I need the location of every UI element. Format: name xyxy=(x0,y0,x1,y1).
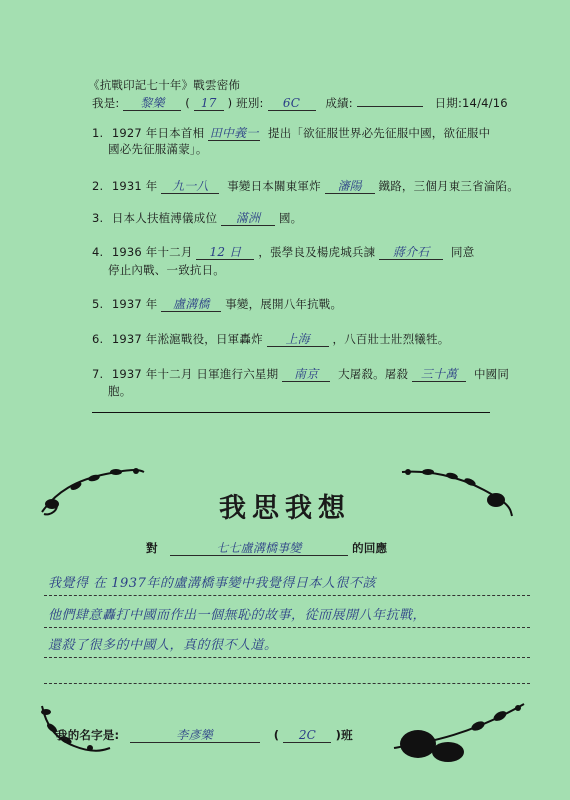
worksheet-title: 《抗戰印記七十年》戰雲密佈 xyxy=(88,78,241,92)
date-label: 日期:14/4/16 xyxy=(434,96,508,110)
header-row: 我是: 黎樂 ( 17 ) 班別: 6C 成績: 日期:14/4/16 xyxy=(92,92,508,111)
essay-rule xyxy=(44,683,530,684)
essay-rule xyxy=(44,627,530,628)
reflection-prompt: 對 七七盧溝橋事變 的回應 xyxy=(146,541,388,555)
name-label: 我是: xyxy=(92,96,120,110)
essay-line-3[interactable]: 還殺了很多的中國人，真的很不人道。 xyxy=(48,638,278,653)
section-divider xyxy=(92,412,490,413)
answer-field[interactable]: 田中義一 xyxy=(209,126,259,140)
name-field[interactable]: 黎樂 xyxy=(123,96,181,111)
signature-name-field[interactable]: 李彥樂 xyxy=(130,728,260,743)
question-7: 7. 1937 年十二月 日軍進行六星期 南京 大屠殺。屠殺 三十萬 中國同 xyxy=(92,367,510,381)
essay-line-2[interactable]: 他們肆意轟打中國而作出一個無恥的故事，從而展開八年抗戰， xyxy=(48,608,427,623)
student-number-field[interactable]: 17 xyxy=(194,96,224,111)
question-1-line2: 國必先征服滿蒙」。 xyxy=(108,142,208,156)
answer-field[interactable]: 三十萬 xyxy=(412,367,466,382)
question-1: 1. 1927 年日本首相 田中義一 提出「欲征服世界必先征服中國，欲征服中 xyxy=(92,126,491,140)
class-label: 班別: xyxy=(236,96,264,110)
essay-line-1[interactable]: 我覺得 在 1937年的盧溝橋事變中我覺得日本人很不該 xyxy=(48,576,376,591)
signature-row: 我的名字是: 李彥樂 ( 2C )班 xyxy=(56,728,353,742)
reflection-title: 我思我想 xyxy=(219,493,351,524)
question-7-line2: 胞。 xyxy=(108,384,132,398)
essay-rule xyxy=(44,657,530,658)
answer-field[interactable]: 12 日 xyxy=(196,245,254,260)
essay-rule xyxy=(44,595,530,596)
answer-field[interactable]: 九一八 xyxy=(161,179,219,194)
question-2: 2. 1931 年 九一八 事變日本關東軍炸 瀋陽 鐵路，三個月東三省淪陷。 xyxy=(92,179,519,193)
signature-label: 我的名字是: xyxy=(56,728,120,742)
question-6: 6. 1937 年淞滬戰役，日軍轟炸 上海 ，八百壯士壯烈犧牲。 xyxy=(92,332,450,346)
reflection-topic-field[interactable]: 七七盧溝橋事變 xyxy=(170,541,348,556)
score-field[interactable] xyxy=(357,92,423,107)
answer-field[interactable]: 盧溝橋 xyxy=(161,297,221,312)
question-4: 4. 1936 年十二月 12 日 ，張學良及楊虎城兵諫 蔣介石 同意 xyxy=(92,245,475,259)
answer-field[interactable]: 滿洲 xyxy=(221,211,275,226)
answer-field[interactable]: 瀋陽 xyxy=(325,179,375,194)
floral-ornament-bottom-right-icon xyxy=(388,696,530,770)
signature-class-field[interactable]: 2C xyxy=(283,728,331,743)
answer-field[interactable]: 蔣介石 xyxy=(379,245,443,260)
score-label: 成績: xyxy=(325,96,353,110)
question-4-line2: 停止內戰、一致抗日。 xyxy=(108,263,225,277)
class-field[interactable]: 6C xyxy=(268,96,316,111)
answer-field[interactable]: 上海 xyxy=(267,332,329,347)
question-5: 5. 1937 年 盧溝橋 事變，展開八年抗戰。 xyxy=(92,297,343,311)
answer-field[interactable]: 南京 xyxy=(282,367,330,382)
question-3: 3. 日本人扶植溥儀成位 滿洲 國。 xyxy=(92,211,303,225)
